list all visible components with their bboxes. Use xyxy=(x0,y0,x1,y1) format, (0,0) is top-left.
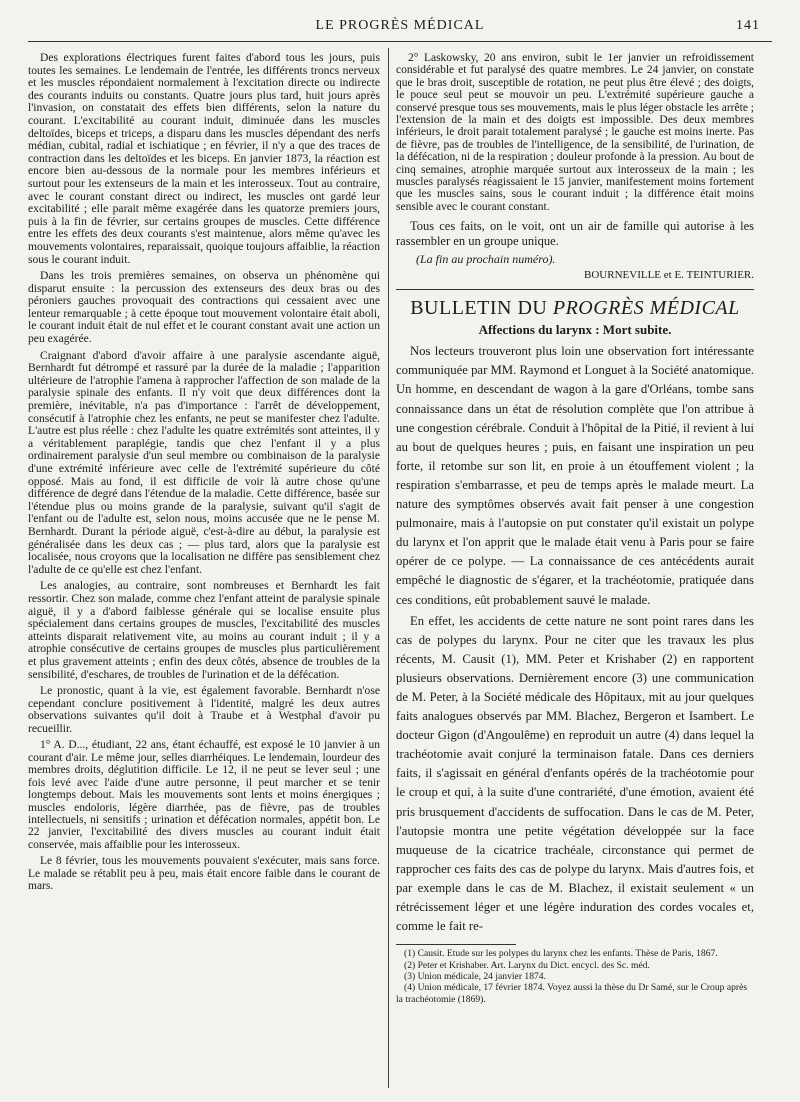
paragraph: Craignant d'abord d'avoir affaire à une paralysie ascendante aiguë, Bernhardt fut détrompé et rassuré par la durée de la maladie ; l'apparition ultérieure de l'atrophie l'amena à rapprocher l'affection de son malade de la paralysie spinale des enfants. Il n'y voit que deux différences dont la première, inévitable, n'a pas d'importance : l'arrêt de développement, consécutif à l'atrophie chez les enfants, ne peut se manifester chez l'adulte. L'autre est plus réelle : chez l'adulte les quatre extrémités sont atteintes, il y a véritablement paraplégie, tandis que chez l'enfant il y a plus ordinairement paralysie d'un seul membre ou combinaison de la paralysie d'une extrémité inférieure avec celle de l'extrémité supérieure du côté opposé. Mais au fond, il est difficile de voir là autre chose qu'une différence de degré dans l'étendue de la maladie. Cette différence, basée sur l'étendue plus ou moins grande de la paralysie, suivant qu'il s'agit de l'enfant ou de l'adulte est, selon nous, moins accusée que ne le pense M. Bernhardt. Durant la période aiguë, c'est-à-dire au début, la paralysie est généralisée dans les deux cas ; — plus tard, alors que la paralysie est localisée, nous croyons que la localisation ne diffère pas sensiblement chez l'adulte de ce qu'elle est chez l'enfant. xyxy=(28,348,380,576)
column-divider xyxy=(388,48,389,1088)
case-paragraph: 2° Laskowsky, 20 ans environ, subit le 1er janvier un refroidissement considérable et fut paralysé des quatre membres. Le 24 janvier, on constate que le bras droit, susceptible de rotation, ne peut plus être élevé ; des doigts, le pouce seul peut se mouvoir un peu. L'extrémité supérieure gauche a conservé presque tous ses mouvements, mais le plus léger obstacle les arrête ; l'extension de la main et des doigts est impossible. Des deux membres inférieurs, le droit parait totalement paralysé ; le gauche est moins inerte. Pas de fièvre, pas de troubles de l'intelligence, de la sensibilité, de l'urination, de la défécation, ni de la respiration ; douleur profonde à la pression. Au bout de cinq semaines, atrophie marquée surtout aux interosseux de la main ; les muscles paralysés réagissaient le 15 janvier, manifestement moins fortement que les muscles sains, sous le courant induit ; la différence était moins sensible avec le courant constant. xyxy=(396,52,754,213)
conclusion: Tous ces faits, on le voit, ont un air de famille qui autorise à les rassembler en un groupe unique. xyxy=(396,219,754,248)
bulletin-subtitle: Affections du larynx : Mort subite. xyxy=(478,322,672,338)
paragraph: Des explorations électriques furent faites d'abord tous les jours, puis toutes les semaines. Le lendemain de l'entrée, les différents troncs nerveux et les muscles répondaient normalement à l'excitation directe ou indirecte des courants induits ou constants. Quatre jours plus tard, huit jours après l'invasion, on constatait des effets bien différents, selon la nature du courant. L'excitabilité au courant induit, diminuée dans les muscles deltoïdes, biceps et triceps, a disparu dans les muscles dépendant des nerfs médian, cubital, radial et ischiatique ; en février, il n'y a que des traces de contraction dans les deltoïdes et les biceps. En janvier 1873, la réaction est encore bien au-dessous de la normale pour les membres inférieurs et surtout pour les extenseurs de la main et les interosseux. Tout au contraire, avec le courant constant direct ou indirect, les muscles ont gardé leur excitabilité ; elle parait même exagérée dans les quatorze premiers jours, puis à la fin de février, sur certains groupes de muscles. Cette différence entre les effets des deux courants s'est maintenue, alors même qu'avec les mouvements volontaires, reparaissait, quoique toujours affaiblie, la réaction sous le courant induit. xyxy=(28,51,381,266)
page-header xyxy=(0,18,800,40)
footnote-rule xyxy=(396,944,516,945)
case-paragraph: 1° A. D..., étudiant, 22 ans, étant échauffé, est exposé le 10 janvier à un courant d'air. Le même jour, selles diarrhéiques. Le lendemain, lourdeur des membres droits, déglutition difficile. Le 12, il ne peut se lever seul ; une fois levé avec l'aide d'une autre personne, il peut marcher et se tenir longtemps debout. Mais les mouvements sont lents et moins énergiques ; muscles endoloris, légère diarrhée, pas de fièvre, pas de troubles intellectuels, ni sensitifs ; urination et défécation normales, appétit bon. Le 22 janvier, l'excitabilité des divers muscles au courant induit était conservée, mais affaiblie pour les interosseux. xyxy=(28,739,380,851)
bulletin-heading-italic: PROGRÈS MÉDICAL xyxy=(552,297,740,320)
footnote: (1) Causit. Etude sur les polypes du larynx chez les enfants. Thèse de Paris, 1867. xyxy=(404,948,718,960)
continuation-note: (La fin au prochain numéro). xyxy=(416,252,556,267)
paragraph: Les analogies, au contraire, sont nombreuses et Bernhardt les fait ressortir. Chez son malade, comme chez l'enfant atteint de paralysie spinale aiguë, il y a d'abord faiblesse générale qui se localise ensuite plus spécialement dans certains groupes de muscles, l'excitabilité des muscles atteints disparait relativement vite, au moins au courant induit ; il y a atrophie consécutive de certains groupes de muscles plus particulièrement et plus gravement atteints ; enfin des deux côtés, absence de troubles de la sensibilité, d'eschares, de troubles de l'urination et de la défécation. xyxy=(28,579,380,681)
case-paragraph: Le 8 février, tous les mouvements pouvaient s'exécuter, mais sans force. Le malade se rétablit peu à peu, mais était encore faible dans le courant de mars. xyxy=(28,855,380,892)
footnote: (2) Peter et Krishaber. Art. Larynx du Dict. encycl. des Sc. méd. xyxy=(404,959,650,971)
footnote: (4) Union médicale, 17 février 1874. Voyez aussi la thèse du Dr Samé, sur le Croup après la trachéotomie (1869). xyxy=(396,982,748,1005)
header-rule xyxy=(28,41,772,42)
case-observation-2 xyxy=(396,52,754,213)
page-number: 141 xyxy=(736,18,760,33)
case-observation-1 xyxy=(28,739,380,892)
left-column xyxy=(28,52,380,896)
author-signature: BOURNEVILLE et E. TEINTURIER. xyxy=(584,269,754,282)
section-rule xyxy=(396,289,754,290)
footnote: (3) Union médicale, 24 janvier 1874. xyxy=(404,971,546,982)
bulletin-heading xyxy=(396,296,754,320)
paragraph: Dans les trois premières semaines, on observa un phénomène qui disparut ensuite : la percussion des extenseurs des deux bras ou des péroniers gauches provoquait des contractions qui cessaient avec une lenteur remarquable ; à cette époque tout mouvement volontaire était aboli, le courant induit était de nul effet et le courant constant avait une action un peu exagérée. xyxy=(28,269,380,346)
footnotes xyxy=(396,948,754,1005)
paragraph: Le pronostic, quant à la vie, est également favorable. Bernhardt n'ose cependant conclure positivement à l'identité, malgré les deux autres observations suivantes qu'il doit à Traube et à Westphal d'avoir pu recueillir. xyxy=(28,684,380,735)
bulletin-paragraph: En effet, les accidents de cette nature ne sont point rares dans les cas de polypes du larynx. Pour ne citer que les travaux les plus récents, M. Causit (1), MM. Peter et Krishaber (2) en rapportent plusieurs observations. Dernièrement encore (3) une communication de M. Peter, à la Société médicale des Hôpitaux, mit au jour quelques faits analogues observés par MM. Blachez, Bergeron et Isambert. Le docteur Gigon (d'Angoulême) en reproduit un autre (4) dans lequel la trachéotomie avait conjuré la terminaison fatale. Dans ces derniers faits, il s'agissait en général d'enfants opérés de la trachéotomie pour le croup et qui, à la suite d'une contrariété, d'une émotion, avaient été pris brusquement d'accidents de suffocation. Dans le cas de M. Peter, l'autopsie montra une petite végétation développée sur la face muqueuse de la cicatrice trachéale, circonstance qui permet de rapprocher ces faits des cas de polype du larynx. Mais d'autres fois, et par exemple dans le cas de M. Blachez, il existait seulement « un rétrécissement léger et une légère induration des cordes vocales et, comme le fait re- xyxy=(396,613,754,934)
bulletin-paragraph: Nos lecteurs trouveront plus loin une observation fort intéressante communiquée par MM. Raymond et Longuet à la Société anatomique. Un homme, en descendant de wagon à la gare d'Orléans, tombe sans connaissance dans un état de résolution complète que l'on attribue à une congestion cérébrale. Conduit à l'hôpital de la Pitié, il revient à lui au bout de quelques heures ; puis, en faisant une inspiration un peu forte, il retombe sur son lit, en proie à un étouffement violent ; la respiration s'embarrasse, et peu de temps après le malade meurt. La nature des symptômes observés avait fait penser à une congestion pulmonaire, mais à l'autopsie on put constater qu'il existait un polype du larynx et l'on apprit que le malade était venu à Paris pour se faire opérer de ce polype. — La connaissance de ces antécédents aurait empêché le diagnostic de s'égarer, et la trachéotomie, pratiquée dans ces conditions, eût probablement sauvé le malade. xyxy=(396,344,754,607)
bulletin-body xyxy=(396,342,754,936)
journal-title: LE PROGRÈS MÉDICAL xyxy=(315,18,485,33)
bulletin-heading-plain: BULLETIN DU xyxy=(410,297,553,320)
right-column xyxy=(396,52,754,1005)
